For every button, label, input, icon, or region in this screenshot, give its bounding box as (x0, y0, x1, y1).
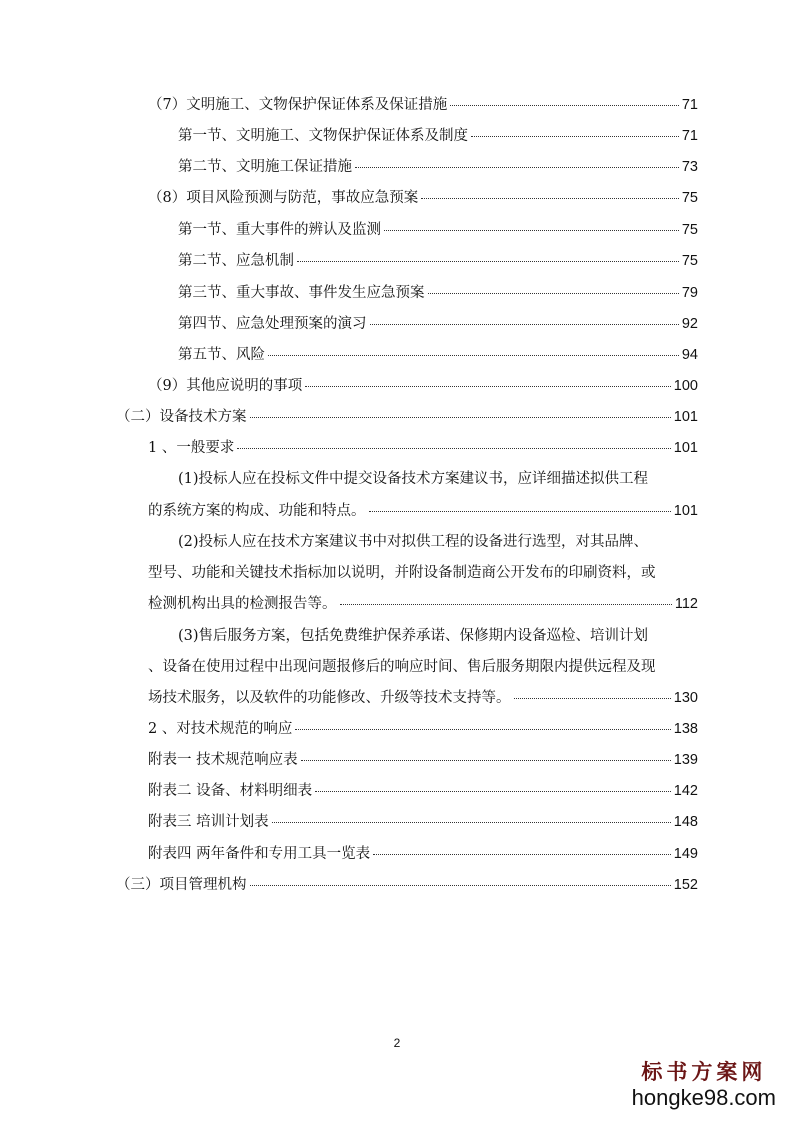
toc-entry-page: 112 (674, 596, 698, 612)
dot-leader (305, 386, 671, 387)
toc-entry-page: 75 (681, 253, 698, 269)
dot-leader (370, 324, 679, 325)
toc-entry (148, 95, 698, 115)
toc-entry-page: 148 (673, 814, 698, 830)
dot-leader (514, 698, 671, 699)
toc-entry-title: 第四节、应急处理预案的演习 (178, 316, 367, 332)
toc-entry (148, 781, 698, 801)
toc-entry-page: 101 (673, 503, 698, 519)
toc-entry-page: 130 (673, 690, 698, 706)
toc-entry-page: 73 (681, 159, 698, 175)
toc-entry (148, 844, 698, 864)
toc-entry (178, 126, 698, 146)
toc-entry-title: 的系统方案的构成、功能和特点。 (148, 503, 366, 519)
toc-entry-page: 139 (673, 752, 698, 768)
paragraph-line: (2)投标人应在技术方案建议书中对拟供工程的设备进行选型，对其品牌、 (178, 534, 649, 550)
dot-leader (384, 230, 679, 231)
toc-entry-title: （9）其他应说明的事项 (148, 378, 303, 394)
toc-entry-title: 第一节、文明施工、文物保护保证体系及制度 (178, 128, 468, 144)
dot-leader (250, 417, 671, 418)
dot-leader (315, 791, 671, 792)
toc-entry-page: 71 (681, 97, 698, 113)
toc-entry-page: 101 (673, 440, 698, 456)
dot-leader (301, 760, 671, 761)
dot-leader (421, 198, 679, 199)
dot-leader (373, 854, 671, 855)
dot-leader (471, 136, 679, 137)
toc-entry (148, 750, 698, 770)
toc-entry-title: 2 、对技术规范的响应 (148, 721, 293, 737)
watermark-brand: 标书方案网 (641, 1059, 767, 1084)
toc-entry-title: 场技术服务，以及软件的功能修改、升级等技术支持等。 (148, 690, 511, 706)
dot-leader (250, 885, 671, 886)
paragraph-line: (1)投标人应在投标文件中提交设备技术方案建议书，应详细描述拟供工程 (178, 471, 649, 487)
dot-leader (272, 822, 671, 823)
toc-entry (148, 812, 698, 832)
paragraph-line: 、设备在使用过程中出现问题报修后的响应时间、售后服务期限内提供远程及现 (148, 659, 656, 675)
toc-entry (148, 719, 698, 739)
paragraph-line: (3)售后服务方案，包括免费维护保养承诺、保修期内设备巡检、培训计划 (178, 628, 649, 644)
toc-entry-title: 附表二 设备、材料明细表 (148, 783, 313, 799)
toc-entry-page: 75 (681, 222, 698, 238)
toc-entry-page: 101 (673, 409, 698, 425)
toc-entry (148, 594, 698, 614)
toc-entry-page: 142 (673, 783, 698, 799)
toc-entry-title: 附表一 技术规范响应表 (148, 752, 298, 768)
dot-leader (237, 448, 670, 449)
toc-entry-title: 检测机构出具的检测报告等。 (148, 596, 337, 612)
toc-entry (148, 501, 698, 521)
toc-entry-title: 第二节、文明施工保证措施 (178, 159, 352, 175)
toc-entry-page: 149 (673, 846, 698, 862)
toc-entry-title: 附表四 两年备件和专用工具一览表 (148, 846, 371, 862)
toc-entry-title: 附表三 培训计划表 (148, 814, 269, 830)
dot-leader (268, 355, 679, 356)
toc-entry-page: 94 (681, 347, 698, 363)
toc-entry-page: 79 (681, 285, 698, 301)
dot-leader (450, 105, 679, 106)
toc-entry (178, 251, 698, 271)
toc-entry-page: 138 (673, 721, 698, 737)
watermark-logo (632, 1056, 776, 1110)
toc-entry (148, 688, 698, 708)
toc-entry (148, 188, 698, 208)
toc-entry (178, 314, 698, 334)
watermark-url: hongke98.com (631, 1085, 776, 1110)
dot-leader (295, 729, 670, 730)
toc-entry-title: （三）项目管理机构 (116, 877, 247, 893)
page-number: 2 (393, 1036, 401, 1050)
toc-entry (178, 283, 698, 303)
toc-entry-page: 100 (673, 378, 698, 394)
toc-entry-page: 71 (681, 128, 698, 144)
toc-entry (178, 220, 698, 240)
dot-leader (297, 261, 679, 262)
toc-entry-page: 92 (681, 316, 698, 332)
dot-leader (340, 604, 672, 605)
toc-entry-title: （7）文明施工、文物保护保证体系及保证措施 (148, 97, 448, 113)
dot-leader (355, 167, 679, 168)
toc-entry-title: 第二节、应急机制 (178, 253, 294, 269)
toc-entry-page: 152 (673, 877, 698, 893)
paragraph-line: 型号、功能和关键技术指标加以说明，并附设备制造商公开发布的印刷资料，或 (148, 565, 656, 581)
toc-entry-title: 第五节、风险 (178, 347, 265, 363)
toc-entry (178, 345, 698, 365)
toc-entry (116, 407, 698, 427)
toc-entry (148, 438, 698, 458)
toc-entry-title: 第三节、重大事故、事件发生应急预案 (178, 285, 425, 301)
toc-entry-title: 第一节、重大事件的辨认及监测 (178, 222, 381, 238)
dot-leader (428, 293, 679, 294)
toc-entry-title: 1 、一般要求 (148, 440, 235, 456)
toc-entry (148, 376, 698, 396)
toc-entry-title: （8）项目风险预测与防范，事故应急预案 (148, 190, 419, 206)
toc-entry (116, 875, 698, 895)
toc-entry (178, 157, 698, 177)
toc-entry-title: （二）设备技术方案 (116, 409, 247, 425)
toc-entry-page: 75 (681, 190, 698, 206)
dot-leader (369, 511, 671, 512)
